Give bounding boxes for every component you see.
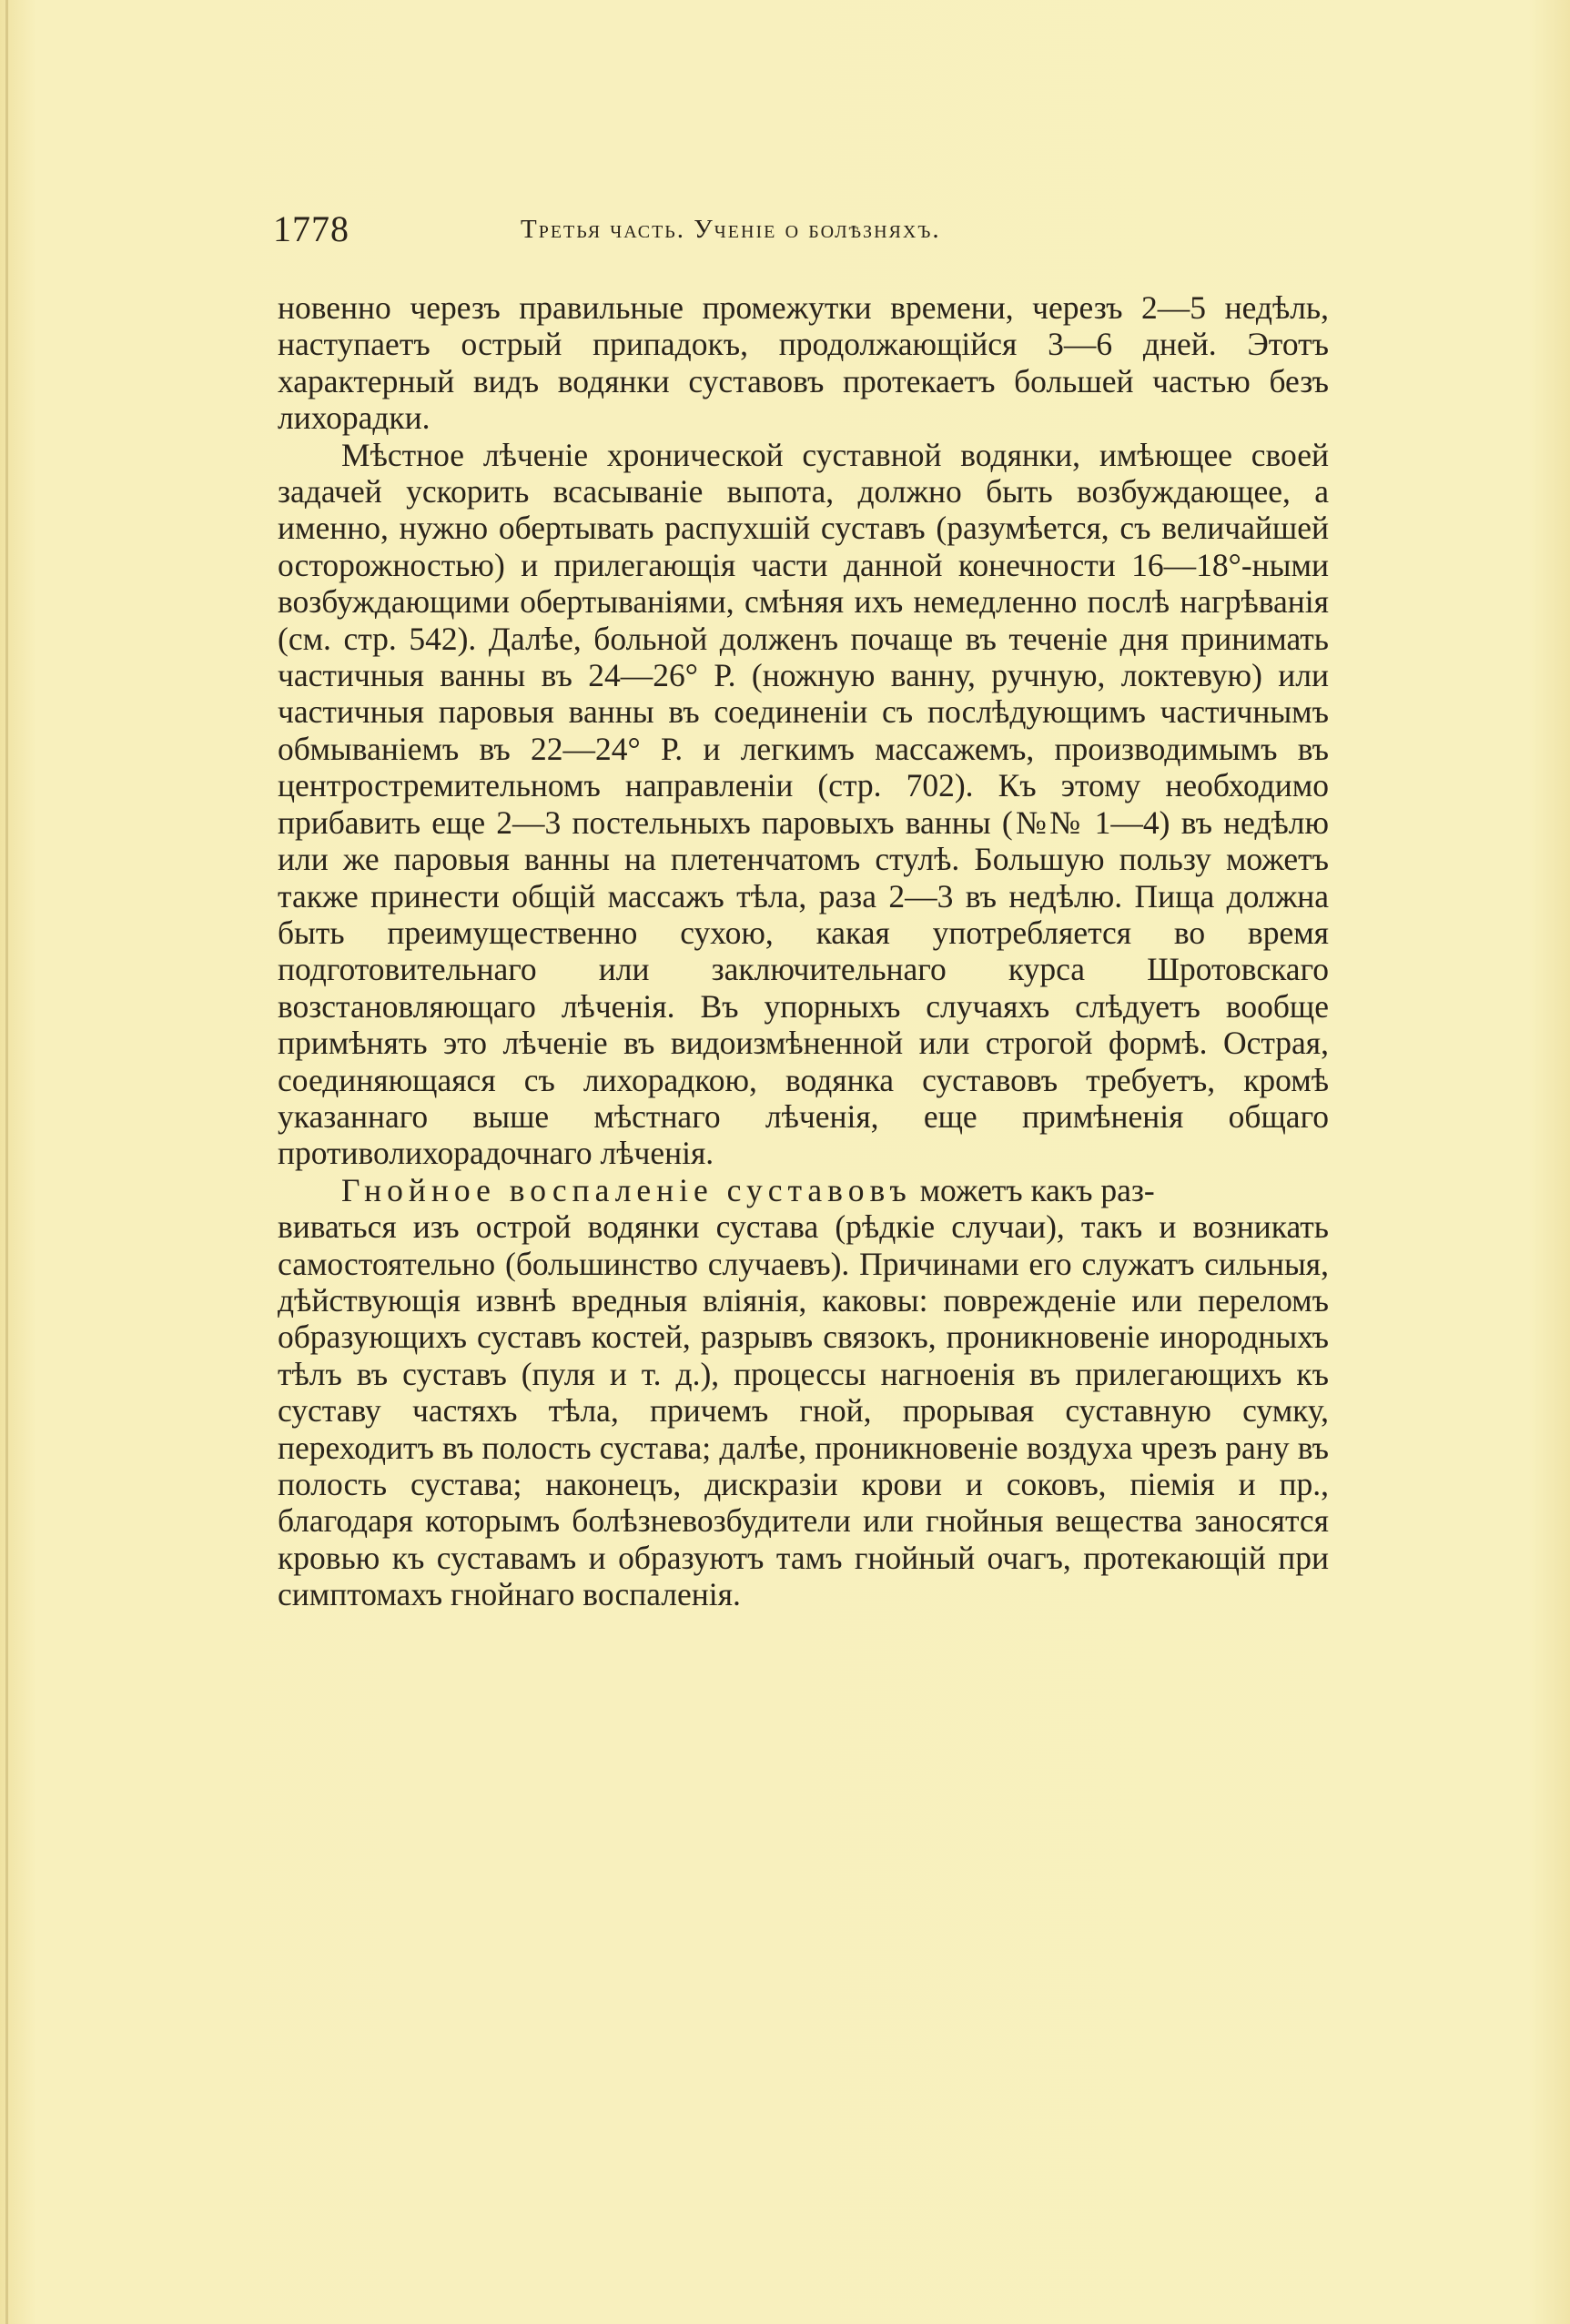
spaced-lead-term: Гнойное воспаленіе суставовъ bbox=[341, 1171, 912, 1208]
paragraph bbox=[278, 289, 1329, 437]
paragraph-text: виваться изъ острой водянки сустава (рѣдкіе случаи), такъ и возникать самостоятельно (большинство случаевъ). Причинами его служатъ сильныя, дѣйствующія извнѣ вредныя вліянія, каковы: поврежденіе или переломъ образующихъ суставъ костей, разрывъ связокъ, проникновеніе инородныхъ тѣлъ въ суставъ (пуля и т. д.), процессы нагноенія въ прилегающихъ къ суставу частяхъ тѣла, причемъ гной, прорывая суставную сумку, переходитъ въ полость сустава; далѣе, проникновеніе воздуха чрезъ рану въ полость сустава; наконецъ, дискразіи крови и соковъ, піемія и пр., благодаря которымъ болѣзневозбудители или гнойныя вещества заносятся кровью къ суставамъ и образуютъ тамъ гнойный очагъ, протекающій при симптомахъ гнойнаго воспаленія. bbox=[278, 1208, 1329, 1613]
paragraph-text: Мѣстное лѣченіе хронической суставной водянки, имѣющее своей задачей ускорить всасываніе выпота, должно быть возбуждающее, а именно, нужно обертывать распухшій суставъ (разумѣется, съ величайшей осторожностью) и прилегающія части данной конечности 16—18°-ными возбуждающими обертываніями, смѣняя ихъ немедленно послѣ нагрѣванія (см. стр. 542). Далѣе, больной долженъ почаще въ теченіе дня принимать частичныя ванны въ 24—26° Р. (ножную ванну, ручную, локтевую) или частичныя паровыя ванны въ соединеніи съ послѣдующимъ частичнымъ обмываніемъ въ 22—24° Р. и легкимъ массажемъ, производимымъ въ центростремительномъ направленіи (стр. 702). Къ этому необходимо прибавить еще 2—3 постельныхъ паровыхъ ванны (№№ 1—4) въ недѣлю или же паровыя ванны на плетенчатомъ стулѣ. Большую пользу можетъ также принести общій массажъ тѣла, раза 2—3 въ недѣлю. Пища должна быть преимущественно сухою, какая употребляется во время подготовительнаго или заключительнаго курса Шротовскаго возстановляющаго лѣченія. Въ упорныхъ случаяхъ слѣдуетъ вообще примѣнять это лѣченіе въ видоизмѣненной или строгой формѣ. Острая, соединяющаяся съ лихорадкою, водянка суставовъ требуетъ, кромѣ указаннаго выше мѣстнаго лѣченія, еще примѣненія общаго противолихорадочнаго лѣченія. bbox=[278, 436, 1329, 1172]
paragraph bbox=[278, 1208, 1329, 1612]
paragraph bbox=[278, 437, 1329, 1172]
paragraph-text: новенно черезъ правильные промежутки времени, черезъ 2—5 недѣль, наступаетъ острый припадокъ, продолжающійся 3—6 дней. Этотъ характерный видъ водянки суставовъ протекаетъ большей частью безъ лихорадки. bbox=[278, 289, 1329, 437]
page-header bbox=[273, 207, 1329, 258]
page-edge bbox=[5, 0, 8, 2324]
paragraph-text: можетъ какъ раз- bbox=[911, 1171, 1155, 1208]
body-text bbox=[278, 289, 1329, 1613]
paragraph bbox=[278, 1172, 1329, 1208]
page-number: 1778 bbox=[273, 208, 349, 249]
running-title: Третья часть. Ученіе о болѣзняхъ. bbox=[521, 215, 941, 244]
